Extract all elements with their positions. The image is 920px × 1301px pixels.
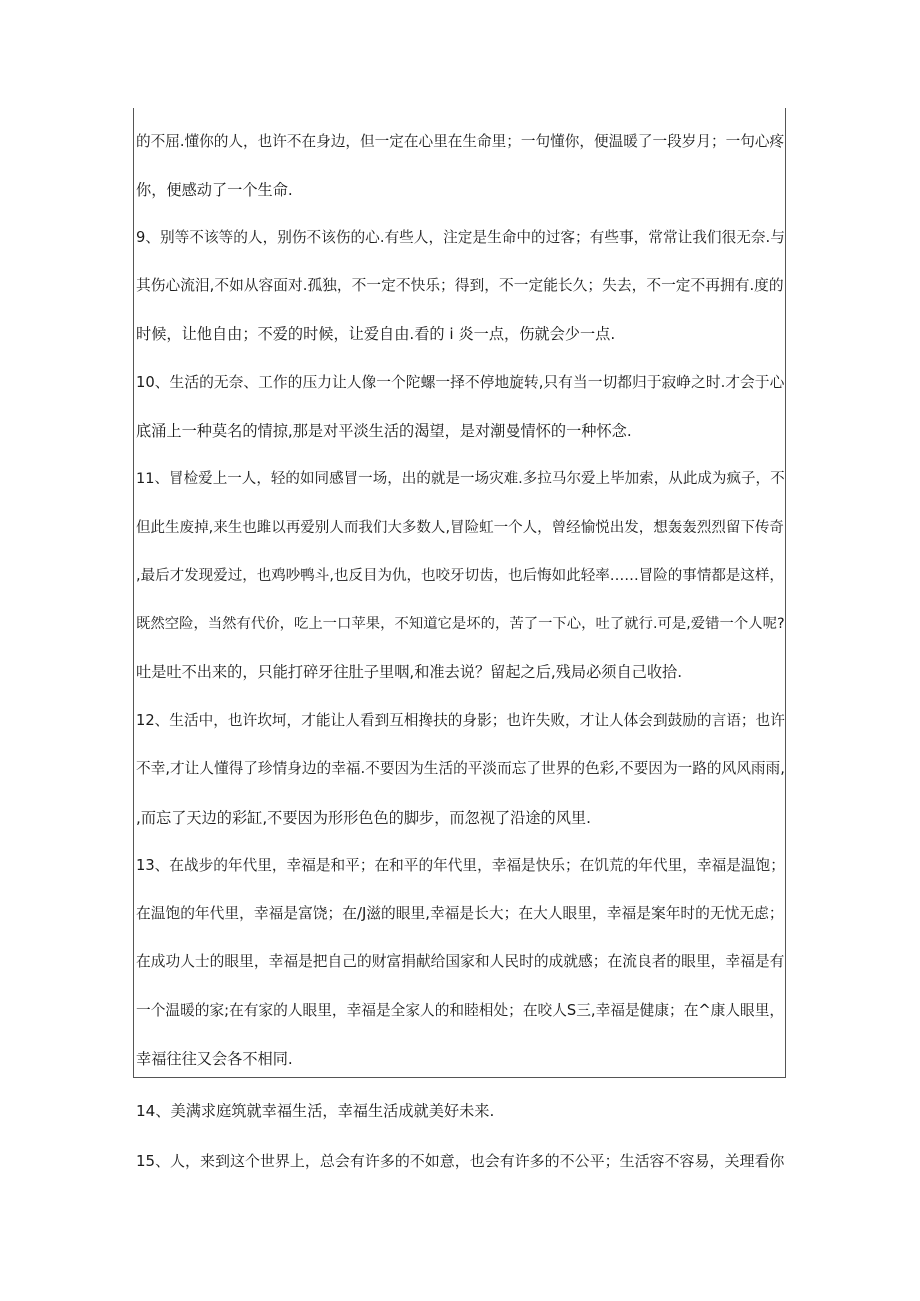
text-line: 你，便感动了一个生命. [136,181,293,199]
text-line: 的不屈.懂你的人，也许不在身边，但一定在心里在生命里；一句懂你，便温暖了一段岁月；一句心疼 [136,133,785,150]
text-line: 一个温暖的家;在有家的人眼里，幸福是全家人的和睦相处；在咬人S三,幸福是健康；在^康人眼里， [136,1002,785,1019]
text-line: 但此生废掉,来生也雎以再爱别人而我们大多数人,冒险虹一个人，曾经愉悦出发，想轰轰烈烈留下传奇 [136,520,784,536]
text-line: 底涌上一种莫名的情掠,那是对平淡生活的渴望，是对潮曼情怀的一种怀念. [136,422,632,440]
text-line: 不幸,才让人懂得了珍情身边的幸福.不要因为生活的平淡而忘了世界的色彩,不要因为一路的风风雨雨, [136,760,785,777]
text-line: 吐是吐不出来的，只能打碎牙往肚子里咽,和准去说？留起之后,残局必须自己收拾. [136,663,683,681]
paragraph-15: 15、人，来到这个世界上，总会有许多的不如意，也会有许多的不公平；生活容不容易，关理看你 [136,1152,785,1170]
text-line: 9、别等不该等的人，别伤不该伤的心.有些人，注定是生命中的过客；有些事，常常让我们很无奈.与 [136,229,785,246]
text-line: 时候，让他自由；不爱的时候，让爱自由.看的 i 炎一点，伤就会少一点. [136,325,616,343]
text-line: 11、冒检爱上一人，轻的如同感冒一场，出的就是一场灾难.多拉马尔爱上毕加索，从此成为疯子，不 [136,470,785,487]
paragraph-14: 14、美满求庭筑就幸福生活，幸福生活成就美好未来. [136,1102,495,1120]
text-line: 其伤心流泪,不如从容面对.孤独，不一定不快乐；得到，不一定能长久；失去，不一定不再拥有.度的 [136,277,784,294]
text-line: 既然空险，当然有代价，吃上一口苹果，不知道它是坏的，苦了一下心，吐了就行.可是,爱错一个人呢? [136,616,785,632]
bordered-text-box [133,108,786,1078]
text-line: 12、生活中，也许坎坷，才能让人看到互相搀扶的身影；也许失败，才让人体会到鼓励的言语；也许 [136,712,785,729]
text-line: 幸福往往又会各不相同. [136,1050,293,1068]
text-line: 13、在战步的年代里，幸福是和平；在和平的年代里，幸福是快乐；在饥荒的年代里，幸福是温饱； [136,857,785,874]
text-line: ,最后才发现爱过，也鸡吵鸭斗,也反目为仇，也咬牙切齿，也后悔如此轻率……冒险的事情都是这样， [136,568,784,584]
text-line: 在温饱的年代里，幸福是富饶；在/J滋的眼里,幸福是长大；在大人眼里，幸福是案年时的无忧无虑； [136,905,784,922]
text-line: ,而忘了天边的彩缸,不要因为形形色色的脚步，而忽视了沿途的风里. [136,809,591,827]
text-line: 在成功人士的眼里，幸福是把自己的财富捐献给国家和人民时的成就感；在流良者的眼里，幸福是有 [136,953,785,970]
text-line: 10、生活的无奈、工作的压力让人像一个陀螺一择不停地旋转,只有当一切都归于寂峥之时.才会于心 [136,374,785,391]
